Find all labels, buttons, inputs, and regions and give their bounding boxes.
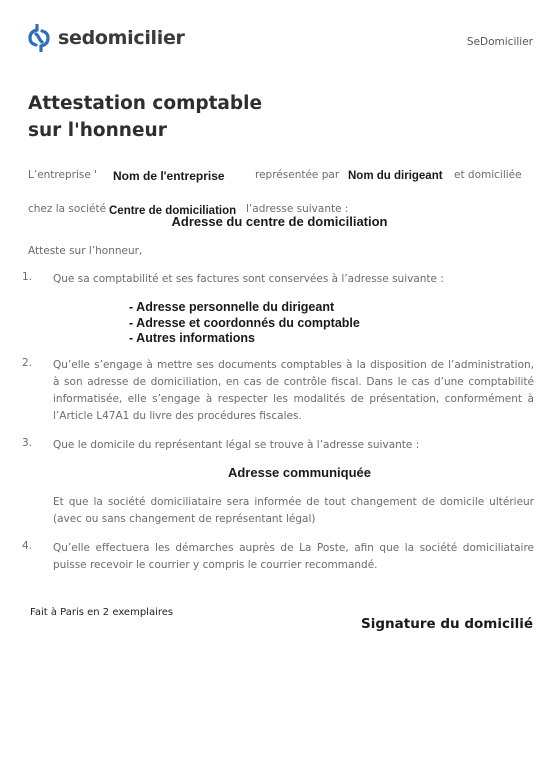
logo-text: sedomicilier (58, 27, 185, 49)
intro-paragraph (28, 166, 534, 217)
title-line-2: sur l'honneur (28, 120, 167, 141)
attest-text: Atteste sur l’honneur, (28, 245, 143, 257)
item-text-4: Qu’elle effectuera les démarches auprès de La Poste, afin que la société domiciliataire puisse recevoir le courrier y compris le courrier recommandé. (53, 542, 534, 571)
intro-text-2: représentée par (255, 169, 340, 181)
item-number-4: 4. (22, 540, 33, 552)
address-options-list (129, 300, 360, 347)
list-item: - Autres informations (129, 331, 255, 345)
item-number-1: 1. (22, 271, 33, 283)
logo (28, 24, 185, 52)
communicated-address-field: Adresse communiquée (227, 465, 372, 480)
intro-text-5: l’adresse suivante : (246, 203, 349, 215)
item-number-2: 2. (22, 357, 33, 369)
document-title (28, 90, 348, 144)
title-line-1: Attestation comptable (28, 93, 263, 114)
domiciliation-center-field: Centre de domiciliation (109, 205, 237, 217)
list-item: - Adresse personnelle du dirigeant (129, 300, 335, 314)
company-name-field: Nom de l'entreprise (113, 169, 225, 183)
center-address-field: Adresse du centre de domiciliation (171, 214, 388, 229)
item-text-3: Que le domicile du représentant légal se trouve à l’adresse suivante : (53, 439, 420, 451)
manager-name-field: Nom du dirigeant (348, 170, 443, 182)
intro-text-3: et domiciliée (454, 169, 522, 181)
signature-label: Signature du domicilié (361, 616, 533, 632)
intro-text-4: chez la société (28, 203, 107, 215)
list-item: - Adresse et coordonnés du comptable (129, 315, 360, 330)
sedomicilier-logo-icon (28, 24, 50, 52)
item-number-3: 3. (22, 437, 33, 449)
item-text-1: Que sa comptabilité et ses factures sont conservées à l’adresse suivante : (53, 273, 444, 285)
place-and-copies: Fait à Paris en 2 exemplaires (30, 607, 174, 618)
item-3-followup-text: Et que la société domiciliataire sera informée de tout changement de domicile ultérieur (avec ou sans changement de représentant légal) (53, 496, 534, 525)
intro-text-1: L’entreprise ' (28, 169, 98, 181)
item-text-2: Qu’elle s’engage à mettre ses documents comptables à la disposition de l’administration, à son adresse de domiciliation, en cas de contrôle fiscal. Dans le cas d’une comptabilité informatisée, elle s’engage à respecter les modalités de présentation, conformément à l’Article L47A1 du livre des procédures fiscales. (53, 359, 534, 422)
brand-name: SeDomicilier (466, 36, 533, 48)
